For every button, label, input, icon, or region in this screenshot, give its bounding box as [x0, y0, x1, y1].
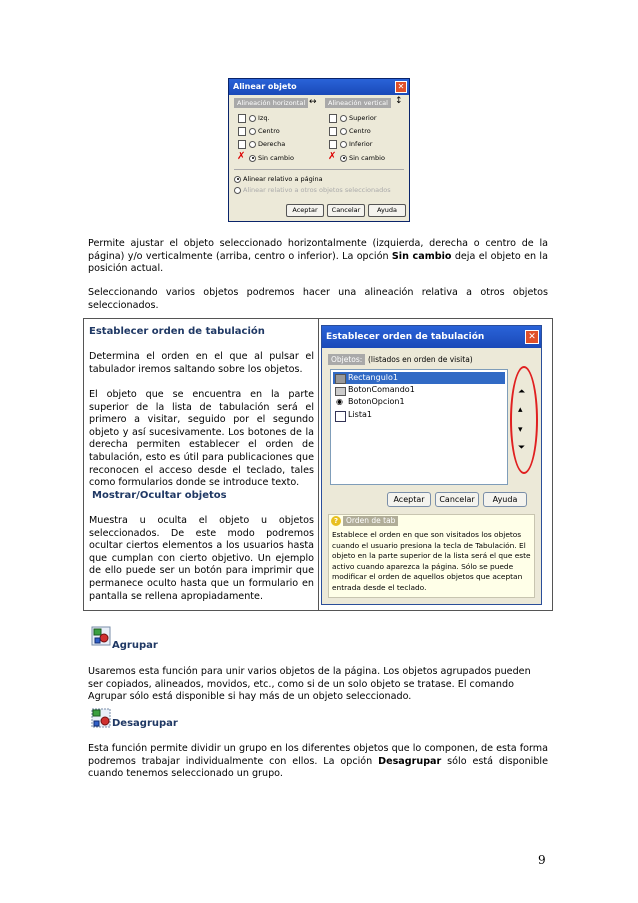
- ungroup-text: Esta función permite dividir un grupo en los diferentes objetos que lo componen, de esta forma podremos trabajar individualmente con ellos. La opción Desagrupar sólo está disponible cuando tenemos seleccionado un grupo.: [88, 743, 548, 780]
- option-h-center[interactable]: Centro: [249, 126, 280, 136]
- align-description: Permite ajustar el objeto seleccionado horizontalmente (izquierda, derecha o centro de la página) y/o verticalmente (arriba, centro o inferior). La opción Sin cambio deja el objeto en la posición actual.: [88, 238, 548, 275]
- objects-label: Objetos:: [328, 354, 365, 365]
- tab-cancel-button[interactable]: Cancelar: [435, 492, 479, 507]
- radio-option-icon: ◉: [336, 397, 343, 406]
- option-relative-objects[interactable]: Alinear relativo a otros objetos seleccionados: [234, 185, 391, 195]
- align-right-icon: [238, 140, 246, 149]
- move-first-icon[interactable]: ⏶: [518, 387, 526, 397]
- vertical-group-label: Alineación vertical: [325, 98, 391, 108]
- option-relative-page[interactable]: Alinear relativo a página: [234, 174, 323, 184]
- help-text: Establece el orden en que son visitados los objetos cuando el usuario presiona la tecla de Tabulación. El objeto en la parte superior de la lista será el que este activo cuando aparezca la página. Sólo se puede modificar el orden de aquellos objetos que aceptan entrada desde el teclado.: [332, 530, 531, 592]
- tab-accept-button[interactable]: Aceptar: [387, 492, 431, 507]
- no-change-icon: ✗: [237, 151, 246, 162]
- order-buttons-highlight: [510, 366, 538, 474]
- help-question-icon: ?: [331, 516, 341, 526]
- align-middle-icon: [329, 127, 337, 136]
- group-icon: [91, 626, 111, 646]
- group-text: Usaremos esta función para unir varios objetos de la página. Los objetos agrupados pueden ser copiados, alineados, movidos, etc., como si de un solo objeto se tratase. El comando Agrupar sólo está disponible si hay más de un objeto seleccionado.: [88, 666, 531, 703]
- show-hide-heading: Mostrar/Ocultar objetos: [92, 490, 227, 501]
- multi-select-description: Seleccionando varios objetos podremos hacer una alineación relativa a otros objetos seleccionados.: [88, 287, 548, 311]
- table-column-divider: [318, 318, 319, 611]
- no-change-icon-v: ✗: [328, 151, 337, 162]
- align-divider: [234, 169, 404, 170]
- option-v-nochange[interactable]: Sin cambio: [340, 153, 385, 163]
- option-h-nochange[interactable]: Sin cambio: [249, 153, 294, 163]
- tab-order-p1: Determina el orden en el que al pulsar el tabulador iremos saltando sobre los objetos.: [89, 351, 314, 375]
- horizontal-arrow-icon: ↔: [309, 97, 317, 107]
- option-h-left[interactable]: Izq.: [249, 113, 270, 123]
- vertical-arrow-icon: ↕: [395, 96, 403, 106]
- close-icon[interactable]: ✕: [395, 81, 407, 93]
- rect-icon: [335, 374, 346, 384]
- list-item[interactable]: Rectangulo1: [348, 373, 398, 382]
- tab-order-heading: Establecer orden de tabulación: [89, 326, 265, 337]
- move-last-icon[interactable]: ⏷: [518, 443, 526, 453]
- move-down-icon[interactable]: ▾: [518, 425, 523, 435]
- group-title: Agrupar: [112, 640, 158, 651]
- align-dialog-title: Alinear objeto: [229, 79, 409, 95]
- list-item[interactable]: BotonOpcion1: [348, 397, 405, 406]
- option-v-bottom[interactable]: Inferior: [340, 139, 372, 149]
- align-dialog: [228, 78, 410, 222]
- align-center-icon: [238, 127, 246, 136]
- button-icon: [335, 387, 346, 396]
- horizontal-group-label: Alineación horizontal: [234, 98, 308, 108]
- tab-dialog-title: Establecer orden de tabulación: [322, 326, 541, 348]
- align-bottom-icon: [329, 140, 337, 149]
- move-up-icon[interactable]: ▴: [518, 405, 523, 415]
- show-hide-p: Muestra u oculta el objeto u objetos seleccionados. De este modo podremos ocultar ciertos elementos a los usuarios hasta que cumplan con cierto objetivo. Un ejemplo de ello puede ser un botón para imprimir que permanece oculto hasta que un formulario en pantalla se rellena apropiadamente.: [89, 515, 314, 602]
- option-h-right[interactable]: Derecha: [249, 139, 285, 149]
- list-item[interactable]: Lista1: [348, 410, 372, 419]
- objects-hint: (listados en orden de visita): [368, 355, 473, 364]
- align-left-icon: [238, 114, 246, 123]
- help-label: Orden de tab: [343, 516, 398, 526]
- ungroup-title: Desagrupar: [112, 718, 178, 729]
- tab-dialog-close-icon[interactable]: ✕: [525, 330, 539, 344]
- list-item[interactable]: BotonComando1: [348, 385, 415, 394]
- cancel-button[interactable]: Cancelar: [327, 204, 365, 217]
- page-number: 9: [538, 853, 546, 867]
- ungroup-icon: [91, 708, 111, 728]
- tab-help-button[interactable]: Ayuda: [483, 492, 527, 507]
- align-top-icon: [329, 114, 337, 123]
- accept-button[interactable]: Aceptar: [286, 204, 324, 217]
- option-v-center[interactable]: Centro: [340, 126, 371, 136]
- option-v-top[interactable]: Superior: [340, 113, 377, 123]
- listbox-icon: [335, 411, 346, 422]
- tab-order-dialog: [321, 325, 542, 605]
- help-button[interactable]: Ayuda: [368, 204, 406, 217]
- tab-order-p2: El objeto que se encuentra en la parte superior de la lista de tabulación será el primero a visitar, seguido por el segundo objeto y así sucesivamente. Los botones de la derecha permiten establecer el orden de tabulación, esto es útil para publicaciones que reconocen el acceso desde el teclado, tales como formularios donde se introduce texto.: [89, 389, 314, 489]
